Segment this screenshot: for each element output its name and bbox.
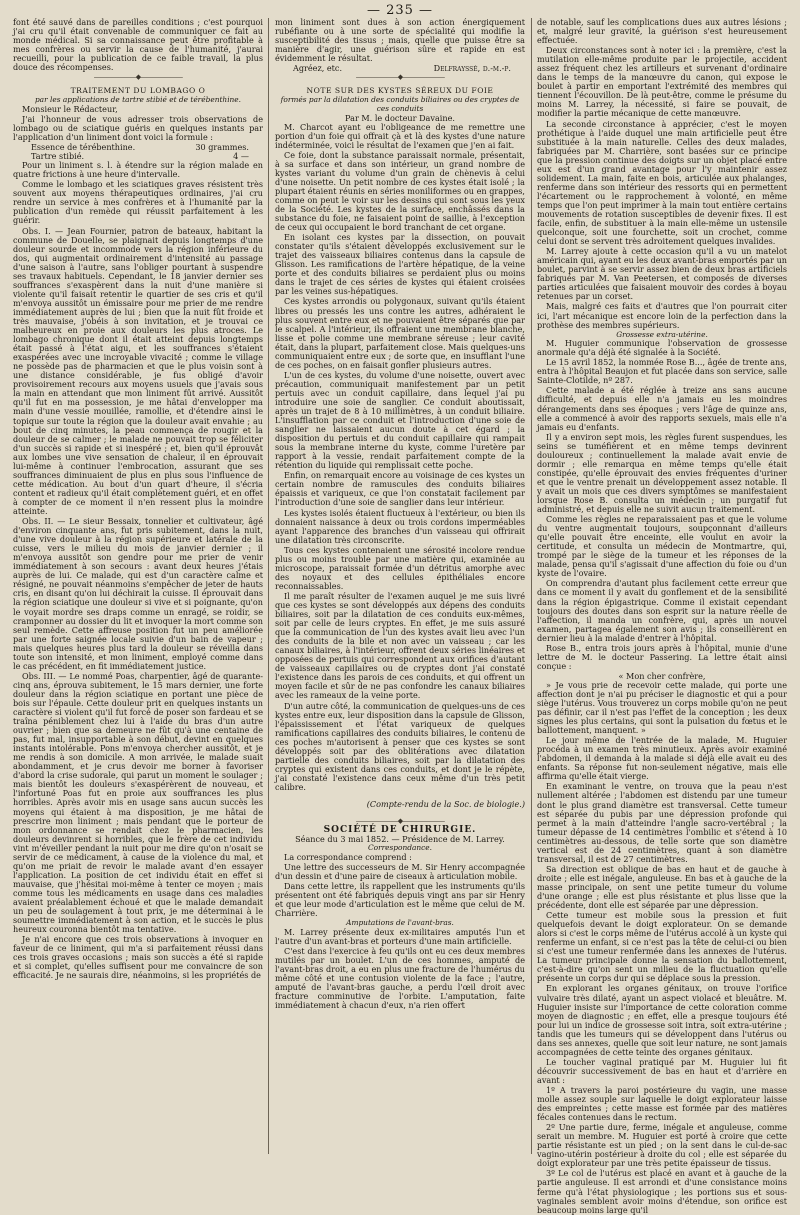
salutation: Monsieur le Rédacteur,	[22, 103, 118, 114]
article-subtitle: formés par la dilatation des conduits biliaires ou des cryptes de ces conduits	[280, 95, 520, 113]
article-subtitle: par les applications de tartre stibié et de térébenthine.	[34, 95, 242, 105]
separator-rule: ———————◆———————	[355, 817, 445, 826]
paragraph: En isolant ces kystes par la dissection, on pouvait constater qu'ils s'étaient développés exclusivement sur le trajet des vaisseaux biliaires contenus dans la capsule de Glisson. Les ramifications de l'artère hépatique, de la veine porte et des conduits biliaires se perdaient plus ou moins dans le trajet de ces séries de kystes qui étaient croisées par les veines sus-hépatiques.	[275, 232, 525, 297]
subsection-heading: Correspondance.	[367, 843, 433, 853]
author-signature: Delfrayssé, d.-m.-p.	[433, 63, 511, 74]
section-heading: SOCIÉTÉ DE CHIRURGIE.	[323, 825, 477, 836]
paragraph: Cette malade a été réglée à treize ans sans aucune difficulté, et depuis elle n'a jamais eu les moindres dérangements dans ses époques ; vers l'âge de quinze ans, elle a commencé à avoir des rapports sexuels, mais elle n'a jamais eu d'enfants.	[537, 385, 787, 432]
paragraph: L'un de ces kystes, du volume d'une noisette, ouvert avec précaution, communiquait manifestement par un petit pertuis avec un conduit capillaire, dans lequel j'ai pu introduire une soie de sanglier. Ce conduit aboutissait, après un trajet de 8 à 10 millimètres, à un conduit biliaire. L'insufflation par ce conduit et l'introduction d'une soie de sanglier ne laissaient aucun doute à cet égard ; la disposition du pertuis et du conduit capillaire qui rampait sous la membrane interne du kyste, comme l'uretère par rapport à la vessie, rendait parfaitement compte de la rétention du liquide qui remplissait cette poche.	[275, 369, 525, 471]
paragraph: Il y a environ sept mois, les règles furent suspendues, les seins se tuméfièrent et en même temps devinrent douloureux ; continuellement la malade avait envie de dormir ; elle remarqua en même temps qu'elle était constipée, qu'elle éprouvait des envies fréquentes d'uriner et que le ventre prenait un développement assez notable. Il y avait un mois que ces divers symptômes se manifestaient lorsque Rose B. consulta un médecin ; un purgatif fut administré, et depuis elle ne suivit aucun traitement.	[537, 431, 787, 515]
source-citation: (Compte-rendu de la Soc. de biologie.)	[366, 799, 525, 810]
paragraph: Le jour même de l'entrée de la malade, M. Huguier procéda à un examen très minutieux. Après avoir examiné l'abdomen, il demanda à la malade si déjà elle avait eu des enfants. Sa réponse fut non-seulement négative, mais elle affirma qu'elle était vierge.	[537, 735, 787, 782]
observation-1: Obs. I. — Jean Fournier, patron de bateaux, habitant la commune de Douelle, se plaignait depuis longtemps d'une douleur sourde et incommode vers la région inférieure du dos, qui augmentait ordinairement d'intensité au passage d'une saison à l'autre, sans l'obliger pourtant à suspendre ses travaux habituels. Cependant, le 18 janvier dernier ses souffrances s'exaspèrent dans la nuit d'une manière si violente qu'il faisait retentir le quartier de ses cris et qu'il m'envoya aussitôt un émissaire pour me prier de me rendre immédiatement auprès de lui ; bien que la nuit fût froide et très mauvaise, j'obéis à son invitation, et je trouvai ce malheureux en proie aux douleurs les plus atroces. Le lombago chronique dont il était atteint depuis longtemps était passé à l'état aigu, et les souffrances s'étaient exaspérées avec une incroyable vivacité ; comme le village ne possède pas de pharmacien et que le plus voisin sont à une distance considérable, je fus obligé d'avoir provisoirement recours aux moyens usuels que j'avais sous la main en attendant que mon liniment fût arrivé. Aussitôt qu'il fut en ma possession, je me hâtai d'envelopper ma main d'une vessie mouillée, ramollie, et d'étendre ainsi le topique sur toute la région que la douleur avait envahie ; au bout de cinq minutes, la peau commença de rougir et la douleur de se calmer ; le malade ne pouvait trop se féliciter d'un succès si rapide et si inespéré ; et, bien qu'il éprouvât aux lombes une vive sensation de chaleur, il en éprouvait lui-même à continuer l'embrocation, assurant que ses souffrances diminuaient de plus en plus sous l'influence de cette médication. Au bout d'un quart d'heure, il s'écria content et radieux qu'il était complètement guéri, et en offet à compter de ce moment il n'en ressent plus la moindre atteinte.	[13, 225, 263, 516]
article-title: TRAITEMENT DU LOMBAGO O	[70, 86, 206, 96]
separator-rule: ———————◆———————	[93, 73, 183, 82]
paragraph: Rose B., entra trois jours après à l'hôpital, munie d'une lettre de M. le docteur Passering. La lettre était ainsi conçue :	[537, 642, 787, 671]
paragraph: M. Larrey ajoute à cette occasion qu'il a vu un matelot américain qui, ayant eu les deux avant-bras emportés par un boulet, parvint à se servir assez bien de deux bras artificiels fabriqués par M. Van Peetersen, et composés de diverses parties articulées que faisaient mouvoir des cordes à boyau retenues par un corset.	[537, 246, 787, 302]
paragraph: On comprendra d'autant plus facilement cette erreur que dans ce moment il y avait du gonflement et de la sensibilité dans la région épigastrique. Comme il existait cependant toujours des doutes dans son esprit sur la nature réelle de l'affection, il manda un confrère, qui, après un nouvel examen, partagea également son avis ; ils conseillèrent en dernier lieu à la malade d'entrer à l'hôpital.	[537, 578, 787, 643]
paragraph: C'est dans l'exercice à feu qu'ils ont eu ces deux membres mutilés par un boulet. L'un de ces hommes, amputé de l'avant-bras droit, a eu en plus une fracture de l'humérus du même côté et une contusion violente de la face ; l'autre, amputé de l'avant-bras gauche, a perdu l'œil droit avec fracture comminutive de l'orbite. L'amputation, faite immédiatement à chacun d'eux, n'a rien offert	[275, 945, 525, 1011]
paragraph: 2º Une partie dure, ferme, inégale et anguleuse, comme serait un membre. M. Huguier est porté à croire que cette partie résistante est un pied ; on la sent dans le cul-de-sac vagino-utérin postérieur à droite du col ; elle est séparée du doigt explorateur par une très petite épaisseur de tissus.	[537, 1122, 787, 1169]
column-divider	[531, 18, 532, 1154]
paragraph: M. Larrey présente deux ex-militaires amputés l'un et l'autre d'un avant-bras et porteurs d'une main artificielle.	[275, 926, 525, 946]
paragraph: Comme les règles ne reparaissaient pas et que le volume du ventre augmentait toujours, soupçonnant d'ailleurs qu'elle pouvait être enceinte, elle voulut en avoir la certitude, et consulta un médecin de Montmartre, qui, trompé par le siège de la tumeur et les réponses de la malade, pensa qu'il s'agissait d'une affection du foie ou d'un kyste de l'ovaire.	[537, 514, 787, 579]
paragraph: Les kystes isolés étaient fluctueux à l'extérieur, ou bien ils donnaient naissance à deux ou trois cordons imperméables ayant l'apparence des branches d'un vaisseau qui offrirait une dilatation très circonscrite.	[275, 507, 525, 545]
paragraph: font été sauvé dans de pareilles conditions ; c'est pourquoi j'ai cru qu'il était convenable de communiquer ce fait au monde médical. Si sa connaissance peut être profitable à mes confrères ou servir la cause de l'humanité, j'aurai recueilli, pour la publication de ce faible travail, la plus douce des récompenses.	[13, 17, 263, 73]
column-1	[13, 18, 263, 1156]
paragraph: M. Charcot ayant eu l'obligeance de me remettre une portion d'un foie qui offrait çà et là des kystes d'une nature indéterminée, voici le résultat de l'examen que j'en ai fait.	[275, 121, 525, 150]
paragraph: Dans cette lettre, ils rappellent que les instruments qu'ils présentent ont été fabriqués depuis vingt ans par sir Henry et que leur mode d'articulation est le même que celui de M. Charrière.	[275, 881, 525, 919]
paragraph: Cette tumeur est mobile sous la pression et fuit quelquefois devant le doigt explorateur. On se demande alors si c'est le corps même de l'utérus accolé à un kyste qui renferme un enfant, si ce n'est pas la tête de celui-ci ou bien si c'est une tumeur renfermée dans les annexes de l'utérus. La tumeur principale donne la sensation du ballottement, c'est-à-dire qu'on sent un milieu de la fluctuation qu'elle présente un corps dur qui se déplace sous la pression.	[537, 910, 787, 984]
paragraph: Le 15 avril 1852, la nommée Rose B..., âgée de trente ans, entra à l'hôpital Beaujon et fut placée dans son service, salle Sainte-Clotilde, nº 287.	[537, 357, 787, 386]
paragraph: Ces kystes arrondis ou polygonaux, suivant qu'ils étaient libres ou pressés les uns contre les autres, adhéraient le plus souvent entre eux et ne pouvaient être séparés que par le scalpel. A l'intérieur, ils offraient une membrane blanche, lisse et polie comme une membrane séreuse ; leur cavité était, dans la plupart, parfaitement close. Mais quelques-uns communiquaient entre eux ; de sorte que, en insufflant l'une de ces poches, on en faisait gonfler plusieurs autres.	[275, 296, 525, 370]
separator-rule: ———————◆———————	[355, 73, 445, 82]
paragraph: Je n'ai encore que ces trois observations à invoquer en faveur de ce liniment, qui m'a si parfaitement réussi dans ces trois graves occasions ; mais son succès a été si rapide et si complet, qu'elles suffisent pour me convaincre de son efficacité. Je ne saurais dire, néanmoins, si les propriétés de	[13, 934, 263, 981]
paragraph: La seconde circonstance à apprécier, c'est le moyen prothétique à l'aide duquel une main artificielle peut être substituée à la main naturelle. Celles des deux malades, fabriquées par M. Charrière, sont basées sur ce principe que la pression continue des doigts sur un objet placé entre eux est d'un grand avantage pour l'y maintenir assez solidement. La main, faite en bois, articulée aux phalanges, renferme dans son intérieur des ressorts qui en permettent l'écartement ou le rapprochement à volonté, en même temps que l'on peut imprimer à la main tout entière certains mouvements de rotation susceptibles de devenir fixes. Il est facile, enfin, de substituer à la main elle-même un ustensile quelconque, soit une fourchette, soit un crochet, comme celui dont se servent très adroitement quelques invalides.	[537, 118, 787, 247]
column-3	[537, 17, 787, 1215]
byline: Par M. le docteur Davaine.	[345, 112, 455, 123]
paragraph: En explorant les organes génitaux, on trouve l'orifice vulvaire très dilaté, ayant un aspect violacé et bleuâtre. M. Huguier insiste sur l'importance de cette coloration comme moyen de diagnostic ; en effet, elle a presque toujours été pour lui un indice de grossesse soit intra, soit extra-utérine ; tandis que les tumeurs qui se développent dans l'utérus ou dans ses annexes, quelle que soit leur nature, ne sont jamais accompagnées de cette teinte des organes génitaux.	[537, 983, 787, 1057]
paragraph: J'ai l'honneur de vous adresser trois observations de lombago ou de sciatique guéris en quelques instants par l'application d'un liniment dont voici la formule :	[13, 113, 263, 143]
paragraph: Mais, malgré ces faits et d'autres que l'on pourrait citer ici, l'art mécanique est encore loin de la perfection dans la prothèse des membres supérieurs.	[537, 301, 787, 330]
paragraph: mon liniment sont dues à son action énergiquement rubéfiante ou à une sorte de spécialité qui modifie la susceptibilité des tissus ; mais, quelle que puisse être sa manière d'agir, une guérison sûre et rapide en est évidemment le résultat.	[275, 17, 525, 64]
letter-salutation: « Mon cher confrère,	[618, 670, 706, 681]
observation-2: Obs. II. — Le sieur Bessaix, tonnelier et cultivateur, âgé d'environ cinquante ans, fut pris subitement, dans la nuit, d'une vive douleur à la région supérieure et latérale de la cuisse, vers le milieu du mois de janvier dernier ; il m'envoya aussitôt son gendre pour me prier de venir immédiatement à son secours : avant deux heures j'étais auprès de lui. Ce malade, qui est d'un caractère calme et résigné, ne pouvait néanmoins s'empêcher de jeter de hauts cris, en disant qu'on lui déchirait la cuisse. Il éprouvait dans la région sciatique une douleur si vive et si poignante, qu'on le voyait mordre ses draps comme un enragé, se roidir, se cramponner au dossier du lit et invoquer la mort comme son seul remède. Cette affreuse position fut un peu améliorée par une forte saignée locale suivie d'un bain de vapeur ; mais quelques heures plus tard la douleur se réveilla dans toute son intensité, et mon liniment, employé comme dans le cas précédent, en fit immédiatement justice.	[13, 516, 263, 671]
formula-dose: 4 —	[233, 151, 249, 162]
paragraph: 1º A travers la paroi postérieure du vagin, une masse molle assez souple sur laquelle le doigt explorateur laisse des empreintes ; cette masse est formée par des matières fécales contenues dans le rectum.	[537, 1084, 787, 1123]
subsection-heading: Amputations de l'avant-bras.	[346, 918, 454, 928]
paragraph: D'un autre côté, la communication de quelques-uns de ces kystes entre eux, leur disposition dans la capsule de Glisson, l'épaississement et l'état variqueux de quelques ramifications capillaires des conduits biliaires, le contenu de ces poches m'autorisent à penser que ces kystes se sont développés soit par des oblitérations avec dilatation partielle des conduits biliaires, soit par la dilatation des cryptes qui existent dans ces conduits, et dont je le répète, j'ai constaté l'existence dans ceux même d'un très petit calibre.	[275, 700, 525, 792]
paragraph: Tous ces kystes contenaient une sérosité incolore rendue plus ou moins trouble par une matière qui, examinée au microscope, paraissait formée d'un détritus amorphe avec des noyaux et des cellules épithéliales encore reconnaissables.	[275, 544, 525, 591]
paragraph: » Je vous prie de recevoir cette malade, qui porte une affection dont je n'ai pu préciser le diagnostic et qui a pour siège l'utérus. Vous trouverez un corps mobile qu'on ne peut pas définir, car il n'est pas l'effet de la conception ; les deux signes les plus certains, qui sont la pulsation du fœtus et le ballottement, manquent. »	[537, 679, 787, 736]
paragraph: Comme le lombago et les sciatiques graves résistent très souvent aux moyens thérapeutiques ordinaires, j'ai cru rendre un service à mes confrères et à l'humanité par la publication d'un remède qui réussit parfaitement à les guérir.	[13, 179, 263, 226]
formula-dose: 30 grammes.	[195, 142, 249, 153]
paragraph: Sa direction est oblique de bas en haut et de gauche à droite ; elle est inégale, anguleuse. En bas et à gauche de la masse principale, on sent une petite tumeur du volume d'une orange ; elle est plus résistante et plus lisse que la précédente, dont elle est séparée par une dépression.	[537, 863, 787, 911]
session-line: Séance du 3 mai 1852. — Présidence de M. Larrey.	[295, 834, 505, 845]
paragraph: La correspondance comprend :	[284, 851, 412, 862]
article-title: NOTE SUR DES KYSTES SÉREUX DU FOIE	[306, 86, 494, 96]
closing-formula: Agréez, etc.	[293, 63, 343, 74]
paragraph: En examinant le ventre, on trouva que la peau n'est nullement altérée ; l'abdomen est distendu par une tumeur dont le plus grand diamètre est transversal. Cette tumeur est séparée du pubis par une dépression profonde qui permet à la main d'atteindre l'angle sacro-vertébral ; la tumeur dépasse de 14 centimètres l'ombilic et s'étend à 10 centimètres au-dessous, de telle sorte que son diamètre vertical est de 24 centimètres, quant à son diamètre transversal, il est de 27 centimètres.	[537, 781, 787, 864]
paragraph: Il me paraît résulter de l'examen auquel je me suis livré que ces kystes se sont développés aux dépens des conduits biliaires, soit par la dilatation de ces conduits eux-mêmes, soit par celle de leurs cryptes. En effet, je me suis assuré que la communication de l'un des kystes avait lieu avec l'un des conduits de la bile et non avec un vaisseau ; car les canaux biliaires, à l'intérieur, offrent deux séries linéaires et opposées de pertuis qui correspondent aux orifices d'autant de vaisseaux capillaires ou de cryptes dont j'ai constaté l'existence dans les parois de ces conduits, et qui offrent un moyen facile et sûr de ne pas confondre les canaux biliaires avec les rameaux de la veine porte.	[275, 590, 525, 701]
paragraph: Ce foie, dont la substance paraissait normale, présentait, à sa surface et dans son intérieur, un grand nombre de kystes variant du volume d'un grain de chènevis à celui d'une noisette. Un petit nombre de ces kystes était isolé ; la plupart étaient réunis en séries moniliformes ou en grappes, comme on peut le voir sur les dessins qui sont sous les yeux de la Société. Les kystes de la surface, enchâssés dans la substance du foie, ne faisaient point de saillie, à l'exception de ceux qui occupaient le bord tranchant de cet organe.	[275, 149, 525, 233]
column-2	[275, 18, 525, 1156]
paragraph: 3º Le col de l'utérus est placé en avant et à gauche de la partie anguleuse. Il est arrondi et d'une consistance moins ferme qu'à l'état physiologique ; les portions sus et sous-vaginales semblent avoir moins d'étendue, son orifice est beaucoup moins large qu'il	[537, 1168, 787, 1215]
paragraph: M. Huguier communique l'observation de grossesse anormale qu'a déjà été signalée à la Société.	[537, 338, 787, 358]
subsection-heading: Grossesse extra-utérine.	[616, 329, 708, 339]
paragraph: Enfin, on remarquait encore au voisinage de ces kystes un certain nombre de ramuscules des conduits biliaires épaissis et variqueux, ce que l'on constatait facilement par l'introduction d'une soie de sanglier dans leur intérieur.	[275, 470, 525, 508]
letter-closing	[275, 64, 525, 73]
page-number: — 235 —	[366, 3, 434, 18]
paragraph: Une lettre des successeurs de M. Sir Henry accompagnée d'un dessin et d'une paire de ciseaux à articulation mobile.	[275, 861, 525, 881]
observation-3: Obs. III. — Le nommé Poas, charpentier, âgé de quarante-cinq ans, éprouva subitement, le 15 mars dernier, une forte douleur dans la région sciatique en portant une pièce de bois sur l'épaule. Cette douleur prit en quelques instants un caractère si violent qu'il fut forcé de poser son fardeau et se traîna péniblement chez lui à l'aide du bras d'un autre ouvrier ; bien que sa demeure ne fût qu'à une centaine de pas, fut mal, insupportable à son début, devint en quelques instants intolérable. Pons m'envoya chercher aussitôt, et je me rendis à son domicile. A mon arrivée, le malade suait abondamment, et je crus devoir me borner à favoriser d'abord la crise sudorale, qui parut un moment le soulager ; mais bientôt les douleurs s'exaspérèrent de nouveau, et l'infortuné Poas fut en proie aux souffrances les plus horribles. Après avoir mis en usage sans aucun succès les moyens qui étaient à ma disposition, je me hâtai de prescrire mon liniment ; mais pendant que le porteur de mon ordonnance se rendait chez le pharmacien, les douleurs devinrent si horribles, que le frère de cet individu vint m'éveiller pendant la nuit pour me dire qu'on n'osait se servir de ce médicament, à cause de la violence du mal, et qu'on me priait de revoir le malade avant d'en essayer l'application. La position de cet individu était en effet si mauvaise, que j'hésitai moi-même à tenter ce moyen ; mais comme tous les médicaments en usage dans ces maladies avaient préalablement échoué et que le malade demandait un peu de soulagement à tout prix, je me déterminai à le soumettre immédiatement à son action, et le succès le plus heureux couronna bientôt ma tentative.	[13, 670, 263, 935]
formula-ingredient: Tartre stibié.	[31, 151, 85, 162]
paragraph: Pour un liniment s. l. à étendre sur la région malade en quatre frictions à une heure d'intervalle.	[13, 160, 263, 180]
paragraph: Le toucher vaginal pratiqué par M. Huguier lui fit découvrir successivement de bas en haut et d'arrière en avant :	[537, 1056, 787, 1085]
formula-ingredient: Essence de térébenthine.	[31, 142, 136, 153]
paragraph: de notable, sauf les complications dues aux autres lésions ; et, malgré leur gravité, la guérison s'est heureusement effectuée.	[537, 17, 787, 46]
paragraph: Deux circonstances sont à noter ici : la première, c'est la mutilation elle-même produite par le projectile, accident assez fréquent chez les artilleurs et survenant d'ordinaire dans le temps de la manœuvre du canon, qui expose le boulet à partir en emportant l'extrémité des membres qui tiennent l'écouvillon. De là peut-être, comme le présume du moins M. Larrey, la nécessité, si faire se pouvait, de modifier la partie mécanique de cette manœuvre.	[537, 45, 787, 119]
column-divider	[268, 18, 269, 1154]
